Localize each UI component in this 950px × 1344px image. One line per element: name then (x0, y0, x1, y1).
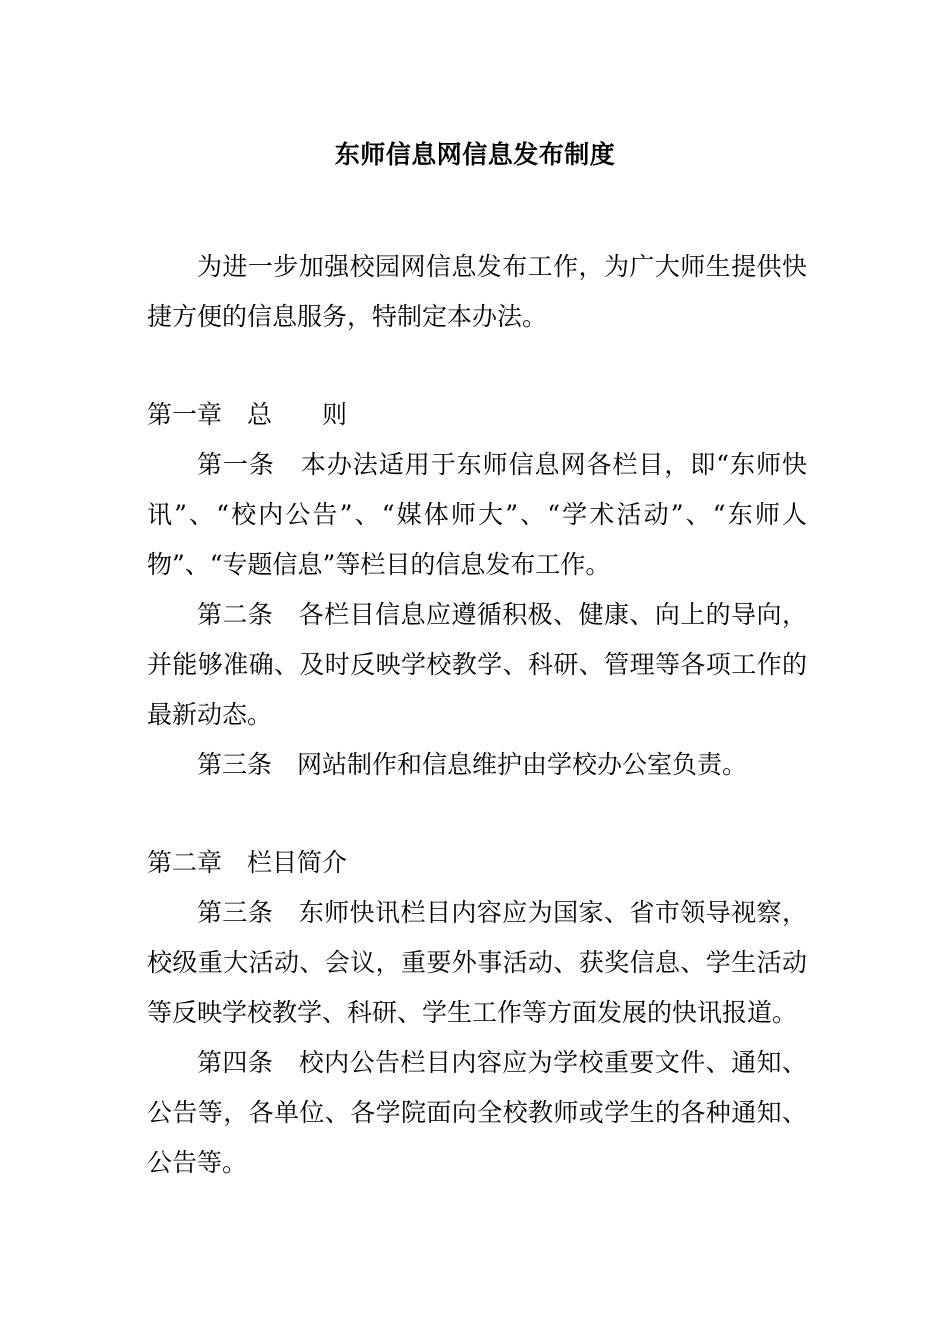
document-title: 东师信息网信息发布制度 (334, 140, 616, 169)
chapter-2-article-2: 第四条 校内公告栏目内容应为学校重要文件、通知、公告等，各单位、各学院面向全校教师或学生的各种通知、公告等。 (147, 1048, 807, 1177)
chapter-1-article-1: 第一条 本办法适用于东师信息网各栏目，即“东师快讯”、“校内公告”、“媒体师大”、“学术活动”、“东师人物”、“专题信息”等栏目的信息发布工作。 (147, 450, 807, 579)
intro-paragraph: 为进一步加强校园网信息发布工作，为广大师生提供快捷方便的信息服务，特制定本办法。 (147, 252, 807, 331)
chapter-1-article-3: 第三条 网站制作和信息维护由学校办公室负责。 (197, 750, 748, 779)
chapter-2-article-1: 第三条 东师快讯栏目内容应为国家、省市领导视察，校级重大活动、会议，重要外事活动、获奖信息、学生活动等反映学校教学、科研、学生工作等方面发展的快讯报道。 (147, 898, 807, 1027)
chapter-2-heading: 第二章 栏目简介 (147, 848, 348, 877)
chapter-1-article-2: 第二条 各栏目信息应遵循积极、健康、向上的导向，并能够准确、及时反映学校教学、科研、管理等各项工作的最新动态。 (147, 600, 807, 729)
chapter-1-heading: 第一章 总 则 (147, 400, 348, 429)
